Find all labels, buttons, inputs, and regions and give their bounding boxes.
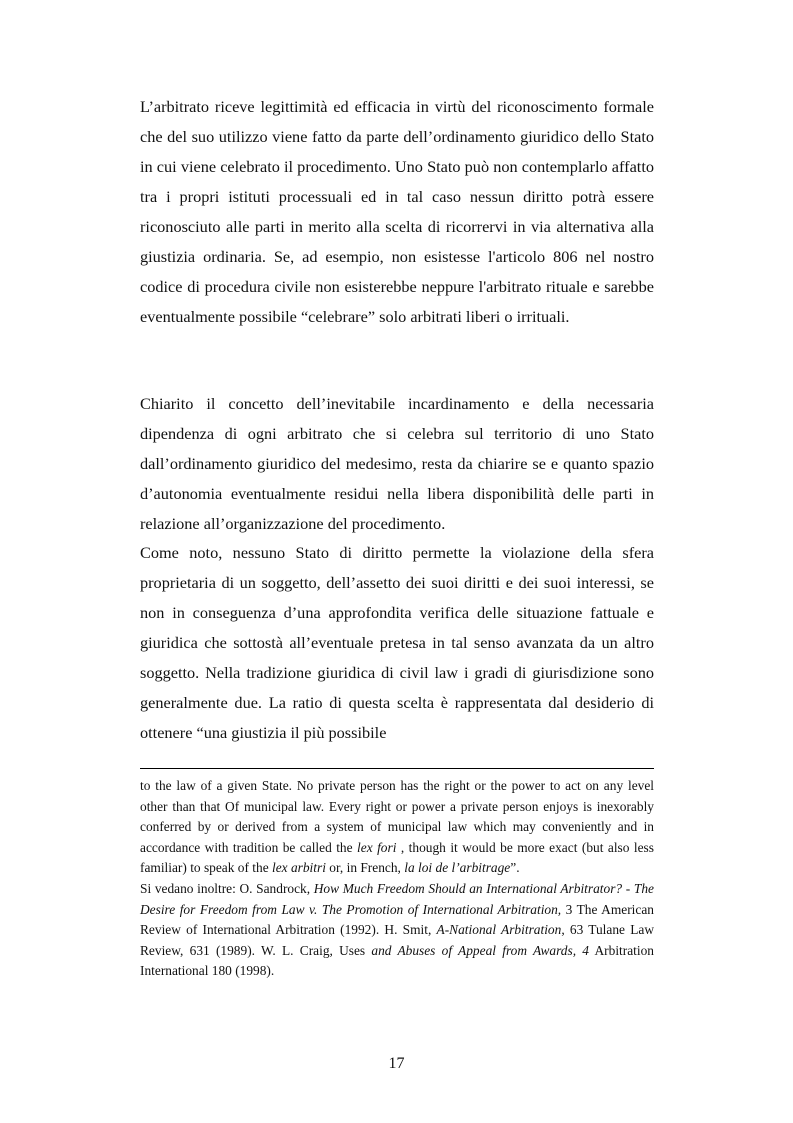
body-paragraph-1 xyxy=(140,92,654,332)
footnotes xyxy=(140,776,654,982)
body-paragraph-2 xyxy=(140,389,654,539)
paragraph-text: Chiarito il concetto dell’inevitabile incardinamento e della necessaria dipendenza di ogni arbitrato che si celebra sul territorio di uno Stato dall’ordinamento giuridico del medesimo, resta da chiarire se e quanto spazio d’autonomia eventualmente residui nella libera disponibilità delle parti in relazione all’organizzazione del procedimento. xyxy=(140,394,654,533)
footnote-italic: A-National Arbitration xyxy=(436,922,562,938)
page-number: 17 xyxy=(388,1055,405,1072)
footnote-text: to the law of a given State. No private person has the right or the power to act on any level other than that Of municipal law. Every right or power a private person enjoys is inexorably conferred by or derived from a system of municipal law which may conveniently and in accordance with tradition be called the xyxy=(140,778,654,855)
footnote-italic: la loi de l’arbitrage xyxy=(404,860,511,876)
footnote-text: 3 The American Review of International Arbitration (1992). H. Smit, xyxy=(140,901,654,938)
footnote-italic: lex arbitri xyxy=(272,860,326,876)
paragraph-text: Come noto, nessuno Stato di diritto permette la violazione della sfera proprietaria di un soggetto, dell’assetto dei suoi diritti e dei suoi interessi, se non in conseguenza d’una approfondita verifica delle situazione fattuale e giuridica che sottostà all’eventuale pretesa in tal senso avanzata da un altro soggetto. Nella tradizione giuridica di civil law i gradi di giurisdizione sono generalmente due. La ratio di questa scelta è rappresentata dal desiderio di ottenere “una giustizia il più possibile xyxy=(140,543,654,742)
footnote-continuation xyxy=(140,776,654,879)
paragraph-text: L’arbitrato riceve legittimità ed efficacia in virtù del riconoscimento formale che del suo utilizzo viene fatto da parte dell’ordinamento giuridico dello Stato in cui viene celebrato il procedimento. Uno Stato può non contemplarlo affatto tra i propri istituti processuali ed in tal caso nessun diritto potrà essere riconosciuto alle parti in merito alla scelta di ricorrervi in via alternativa alla giustizia ordinaria. Se, ad esempio, non esistesse l'articolo 806 nel nostro codice di procedura civile non esisterebbe neppure l'arbitrato rituale e sarebbe eventualmente possibile “celebrare” solo arbitrati liberi o irrituali. xyxy=(140,97,654,326)
footnote-italic: How Much Freedom Should an International Arbitrator? - The Desire for Freedom from Law v. The Promotion of International Arbitration, xyxy=(140,880,654,917)
body-paragraph-3 xyxy=(140,538,654,748)
footnote-text: , 63 Tulane Law Review, 631 (1989). W. L. Craig, Uses xyxy=(140,922,654,958)
footnote-text: or, in French, xyxy=(325,860,405,876)
footnote-text: Arbitration International 180 (1998). xyxy=(140,942,655,979)
footnote-references xyxy=(140,879,654,982)
footnote-text: ”. xyxy=(510,860,520,876)
footnote-italic: lex fori xyxy=(357,839,397,855)
footnote-text: Si vedano inoltre: O. Sandrock, xyxy=(140,880,314,896)
footnote-separator xyxy=(140,768,654,769)
footnote-italic: and Abuses of Appeal from Awards, 4 xyxy=(371,942,589,958)
footnote-text: , though it would be more exact (but also less familiar) to speak of the xyxy=(140,839,654,876)
